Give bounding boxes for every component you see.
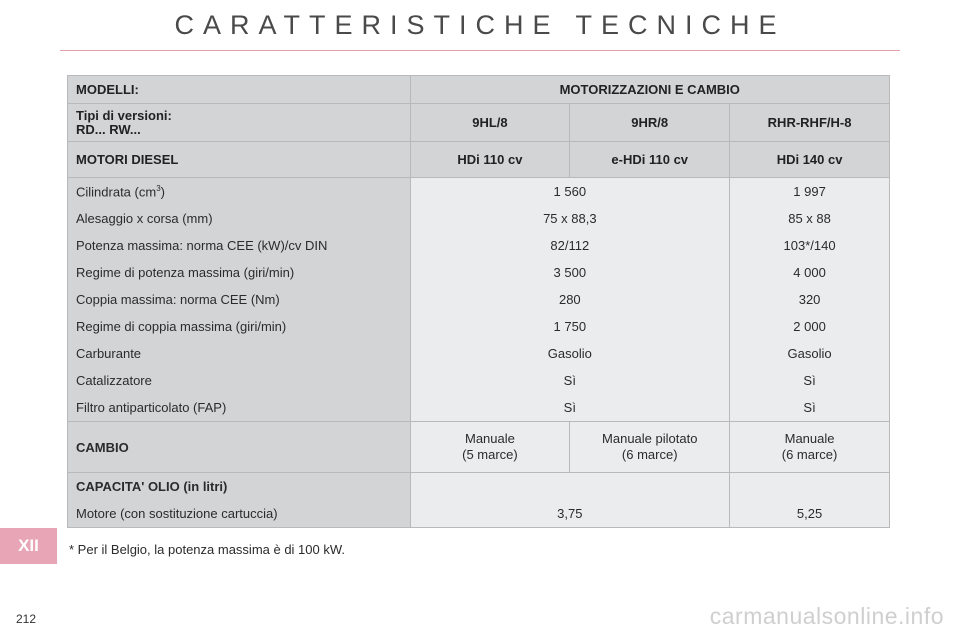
modelli-row	[68, 76, 890, 104]
value-110: Sì	[410, 394, 730, 422]
value-110: 3 500	[410, 259, 730, 286]
table-row	[68, 394, 890, 422]
value-140: 85 x 88	[730, 205, 890, 232]
table-row	[68, 286, 890, 313]
value-140: Gasolio	[730, 340, 890, 367]
row-label: Regime di potenza massima (giri/min)	[68, 259, 411, 286]
olio-110: 3,75	[410, 500, 730, 528]
motori-row	[68, 142, 890, 178]
value-140: 2 000	[730, 313, 890, 340]
modelli-label: MODELLI:	[68, 76, 411, 104]
olio-header-row	[68, 473, 890, 501]
olio-label: CAPACITA' OLIO (in litri)	[68, 473, 411, 501]
engine-hdi-110: HDi 110 cv	[410, 142, 570, 178]
value-140: Sì	[730, 394, 890, 422]
cambio-9hr8: Manuale pilotato (6 marce)	[570, 422, 730, 473]
versioni-label-line2: RD... RW...	[76, 121, 141, 137]
title-divider	[60, 50, 900, 51]
versioni-row	[68, 104, 890, 142]
footnote: * Per il Belgio, la potenza massima è di 100 kW.	[69, 542, 346, 557]
value-110: 82/112	[410, 232, 730, 259]
row-label: Filtro antiparticolato (FAP)	[68, 394, 411, 422]
value-140: Sì	[730, 367, 890, 394]
versioni-label-line1: Tipi di versioni:	[76, 107, 172, 123]
versioni-label	[68, 104, 411, 142]
version-9hl8: 9HL/8	[410, 104, 570, 142]
motori-label: MOTORI DIESEL	[68, 142, 411, 178]
olio-140: 5,25	[730, 500, 890, 528]
table-row	[68, 367, 890, 394]
row-label: Catalizzatore	[68, 367, 411, 394]
olio-value-row	[68, 500, 890, 528]
cambio-row	[68, 422, 890, 473]
value-140: 1 997	[730, 178, 890, 206]
row-label: Carburante	[68, 340, 411, 367]
cambio-label: CAMBIO	[68, 422, 411, 473]
value-110: 75 x 88,3	[410, 205, 730, 232]
value-110: Sì	[410, 367, 730, 394]
watermark: carmanualsonline.info	[709, 603, 944, 629]
value-140: 4 000	[730, 259, 890, 286]
row-label: Alesaggio x corsa (mm)	[68, 205, 411, 232]
page-title: CARATTERISTICHE TECNICHE	[174, 10, 786, 40]
version-rhr: RHR-RHF/H-8	[730, 104, 890, 142]
specs-table	[67, 75, 890, 528]
table-row	[68, 178, 890, 206]
chapter-tab: XII	[0, 528, 57, 564]
page-number: 212	[16, 612, 37, 626]
row-label: Regime di coppia massima (giri/min)	[68, 313, 411, 340]
version-9hr8: 9HR/8	[570, 104, 730, 142]
table-row	[68, 232, 890, 259]
row-label: Cilindrata $(cm^3)$	[68, 178, 411, 206]
table-row	[68, 313, 890, 340]
row-label: Potenza massima: norma CEE (kW)/cv DIN	[68, 232, 411, 259]
motorizzazioni-label: MOTORIZZAZIONI E CAMBIO	[410, 76, 889, 104]
value-140: 320	[730, 286, 890, 313]
table-row	[68, 205, 890, 232]
value-110: 1 560	[410, 178, 730, 206]
cambio-9hl8: Manuale (5 marce)	[410, 422, 570, 473]
row-label: Coppia massima: norma CEE (Nm)	[68, 286, 411, 313]
engine-ehdi-110: e-HDi 110 cv	[570, 142, 730, 178]
value-110: Gasolio	[410, 340, 730, 367]
table-row	[68, 340, 890, 367]
value-140: 103*/140	[730, 232, 890, 259]
table-row	[68, 259, 890, 286]
cambio-rhr: Manuale (6 marce)	[730, 422, 890, 473]
engine-hdi-140: HDi 140 cv	[730, 142, 890, 178]
motore-label: Motore (con sostituzione cartuccia)	[68, 500, 411, 528]
value-110: 280	[410, 286, 730, 313]
value-110: 1 750	[410, 313, 730, 340]
